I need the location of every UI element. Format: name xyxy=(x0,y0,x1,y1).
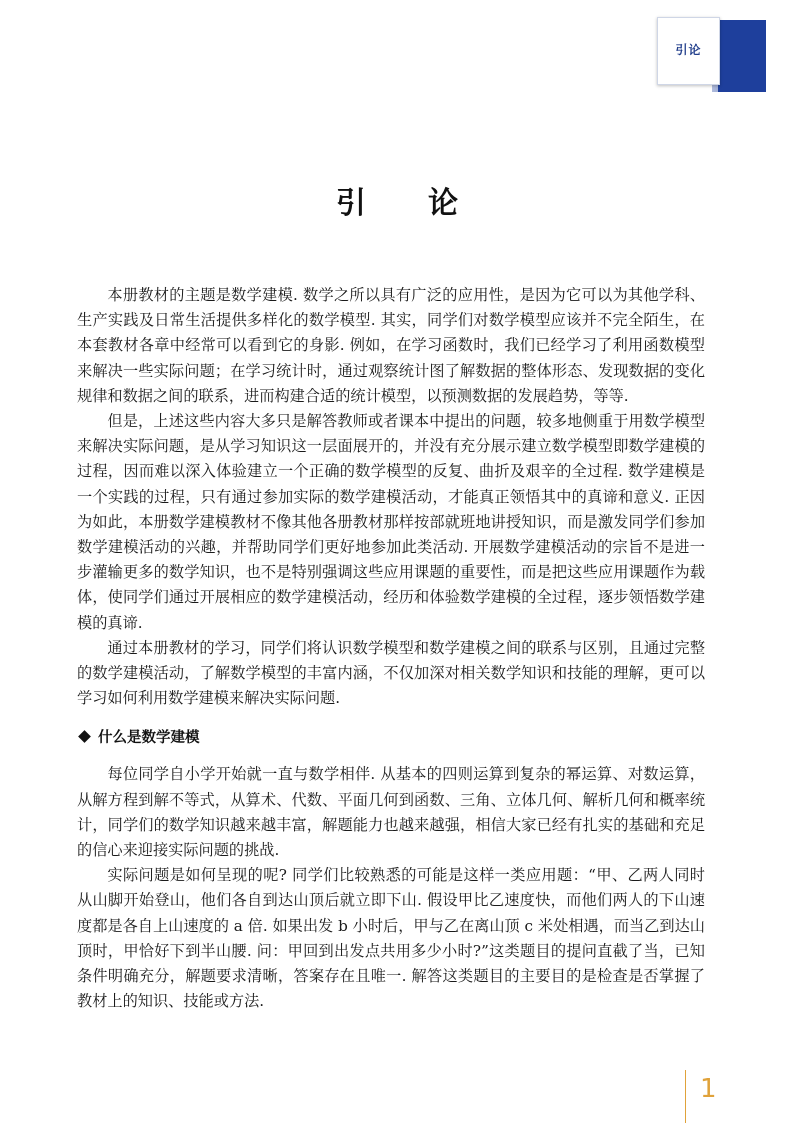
intro-paragraph-2: 但是，上述这些内容大多只是解答教师或者课本中提出的问题，较多地侧重于用数学模型来解决实际问题，是从学习知识这一层面展开的，并没有充分展示建立数学模型即数学建模的过程，因而难以深入体验建立一个正确的数学模型的反复、曲折及艰辛的全过程. 数学建模是一个实践的过程，只有通过参加实际的数学建模活动，才能真正领悟其中的真谛和意义. 正因为如此，本册数学建模教材不像其他各册教材那样按部就班地讲授知识，而是激发同学们参加数学建模活动的兴趣，并帮助同学们更好地参加此类活动. 开展数学建模活动的宗旨不是进一步灌输更多的数学知识，也不是特别强调这些应用课题的重要性，而是把这些应用课题作为载体，使同学们通过开展相应的数学建模活动，经历和体验数学建模的全过程，逐步领悟数学建模的真谛. xyxy=(77,412,705,632)
section-heading-text: 什么是数学建模 xyxy=(98,729,200,746)
diamond-bullet-icon xyxy=(78,730,91,743)
page-number: 1 xyxy=(700,1074,717,1104)
intro-paragraph-3: 通过本册教材的学习，同学们将认识数学模型和数学建模之间的联系与区别，且通过完整的数学建模活动，了解数学模型的丰富内涵，不仅加深对相关数学知识和技能的理解，更可以学习如何利用数学建模来解决实际问题. xyxy=(77,638,705,708)
section-heading xyxy=(77,723,705,749)
page-title-char-1: 引 xyxy=(336,186,366,221)
main-content xyxy=(77,283,705,1014)
header-accent-bar xyxy=(718,20,766,92)
section-paragraph-1: 每位同学自小学开始就一直与数学相伴. 从基本的四则运算到复杂的幂运算、对数运算，从解方程到解不等式，从算术、代数、平面几何到函数、三角、立体几何、解析几何和概率统计，同学们的数学知识越来越丰富，解题能力也越来越强，相信大家已经有扎实的基础和充足的信心来迎接实际问题的挑战. xyxy=(77,765,705,860)
header-tab-label: 引论 xyxy=(675,42,702,57)
section-paragraph-2: 实际问题是如何呈现的呢? 同学们比较熟悉的可能是这样一类应用题：“甲、乙两人同时从山脚开始登山，他们各自到达山顶后就立即下山. 假设甲比乙速度快，而他们两人的下山速度都是各自上山速度的 a 倍. 如果出发 b 小时后，甲与乙在离山顶 c 米处相遇，而当乙到达山顶时，甲恰好下到半山腰. 问：甲回到出发点共用多少小时?”这类题目的提问直截了当，已知条件明确充分，解题要求清晰，答案存在且唯一. 解答这类题目的主要目的是检查是否掌握了教材上的知识、技能或方法. xyxy=(77,866,705,1011)
page-number-divider xyxy=(685,1070,686,1123)
page-title xyxy=(0,178,794,222)
header-tab xyxy=(657,17,720,85)
intro-paragraph-1: 本册教材的主题是数学建模. 数学之所以具有广泛的应用性，是因为它可以为其他学科、生产实践及日常生活提供多样化的数学模型. 其实，同学们对数学模型应该并不完全陌生，在本套教材各章中经常可以看到它的身影. 例如，在学习函数时，我们已经学习了利用函数模型来解决一些实际问题；在学习统计时，通过观察统计图了解数据的整体形态、发现数据的变化规律和数据之间的联系，进而构建合适的统计模型，以预测数据的发展趋势，等等. xyxy=(77,286,705,405)
page-title-char-2: 论 xyxy=(428,186,458,221)
